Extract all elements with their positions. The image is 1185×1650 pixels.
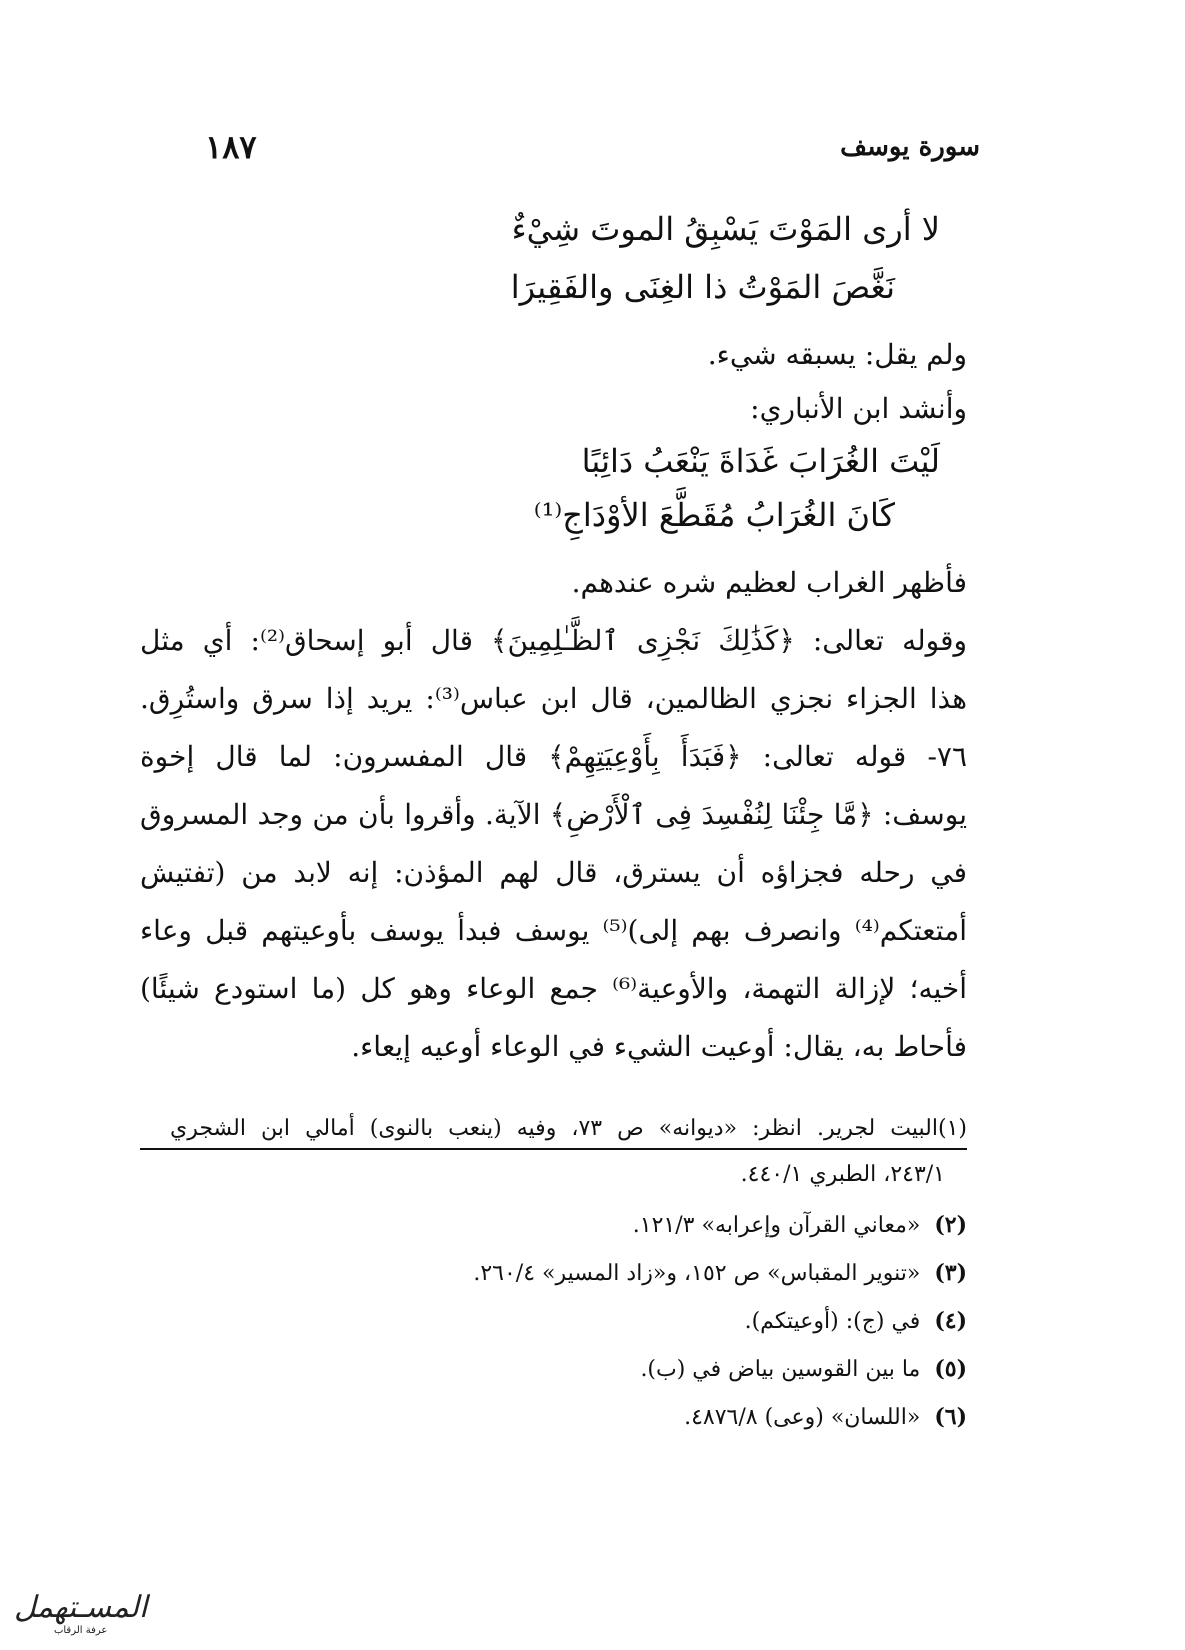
body-text-line: وأنشد ابن الأنباري: [750,392,967,425]
footnote-3 [473,1260,967,1286]
page-number: ١٨٧ [205,128,257,166]
publisher-logo [14,1590,147,1636]
footnote-number: (٤) [934,1308,967,1334]
body-text-line: يوسف: ﴿مَّا جِئْنَا لِنُفْسِدَ فِى ٱلْأَرْضِ﴾ الآية. وأقروا بأن من وجد المسروق [140,798,967,831]
footnote-number: (٥) [934,1356,967,1382]
logo-subtext: عرفة الرقاب [53,1625,108,1636]
footnote-text: «تنوير المقباس» ص ١٥٢، و«زاد المسير» ٢٦٠/٤. [473,1261,921,1286]
body-text-line: فأظهر الغراب لعظيم شره عندهم. [571,566,967,599]
footnote-1-continuation: ٢٤٣/١، الطبري ٤٤٠/١. [740,1162,945,1187]
footnote-separator [140,1148,967,1150]
poem-verse-line: لا أرى المَوْتَ يَسْبِقُ الموتَ شِيْءٌ [511,210,940,248]
footnote-number: (٦) [934,1404,967,1430]
body-text-line: وقوله تعالى: ﴿كَذَٰلِكَ نَجْزِى ٱلظَّـٰلِمِينَ﴾ قال أبو إسحاق⁽²⁾: أي مثل [140,624,967,657]
footnote-text: «معاني القرآن وإعرابه» ١٢١/٣. [632,1213,921,1238]
footnote-text: ما بين القوسين بياض في (ب). [640,1357,921,1382]
running-header-surah: سورة يوسف [840,132,980,162]
footnote-number: (١) [938,1116,968,1141]
footnote-6 [684,1404,967,1430]
footnote-text: في (ج): (أوعيتكم). [744,1309,921,1334]
poem-verse-line: نَغَّصَ المَوْتُ ذا الغِنَى والفَقِيرَا [510,268,895,306]
logo-text: المسـتهمل [14,1590,148,1625]
footnote-4 [745,1308,967,1334]
body-text-line: أمتعتكم⁽⁴⁾ وانصرف بهم إلى)⁽⁵⁾ يوسف فبدأ يوسف بأوعيتهم قبل وعاء [140,914,968,947]
poem-verse-line: كَانَ الغُرَابُ مُقَطَّعَ الأوْدَاجِ⁽¹⁾ [533,496,895,534]
footnote-number: (٢) [934,1212,967,1238]
body-text-line: ٧٦- قوله تعالى: ﴿فَبَدَأَ بِأَوْعِيَتِهِمْ﴾ قال المفسرون: لما قال إخوة [140,740,967,773]
body-text-line: أخيه؛ لإزالة التهمة، والأوعية⁽⁶⁾ جمع الوعاء وهو كل (ما استودع شيئًا) [140,972,967,1005]
body-text-line: هذا الجزاء نجزي الظالمين، قال ابن عباس⁽³⁾: يريد إذا سرق واستُرِق. [140,682,967,715]
footnote-text: «اللسان» (وعى) ٤٨٧٦/٨. [684,1405,921,1430]
footnote-number: (٣) [934,1260,967,1286]
footnote-2 [633,1212,967,1238]
body-text-line: ولم يقل: يسبقه شيء. [707,338,967,371]
poem-verse-line: لَيْتَ الغُرَابَ غَدَاةَ يَنْعَبُ دَائِبًا [581,442,940,480]
body-text-line: في رحله فجزاؤه أن يسترق، قال لهم المؤذن: إنه لابد من (تفتيش [140,856,967,889]
footnote-text: البيت لجرير. انظر: «ديوانه» ص ٧٣، وفيه (ينعب بالنوى) أمالي ابن الشجري [170,1116,938,1141]
body-text-line: فأحاط به، يقال: أوعيت الشيء في الوعاء أوعيه إيعاء. [351,1030,967,1063]
footnote-1 [170,1116,967,1141]
footnote-5 [640,1356,967,1382]
